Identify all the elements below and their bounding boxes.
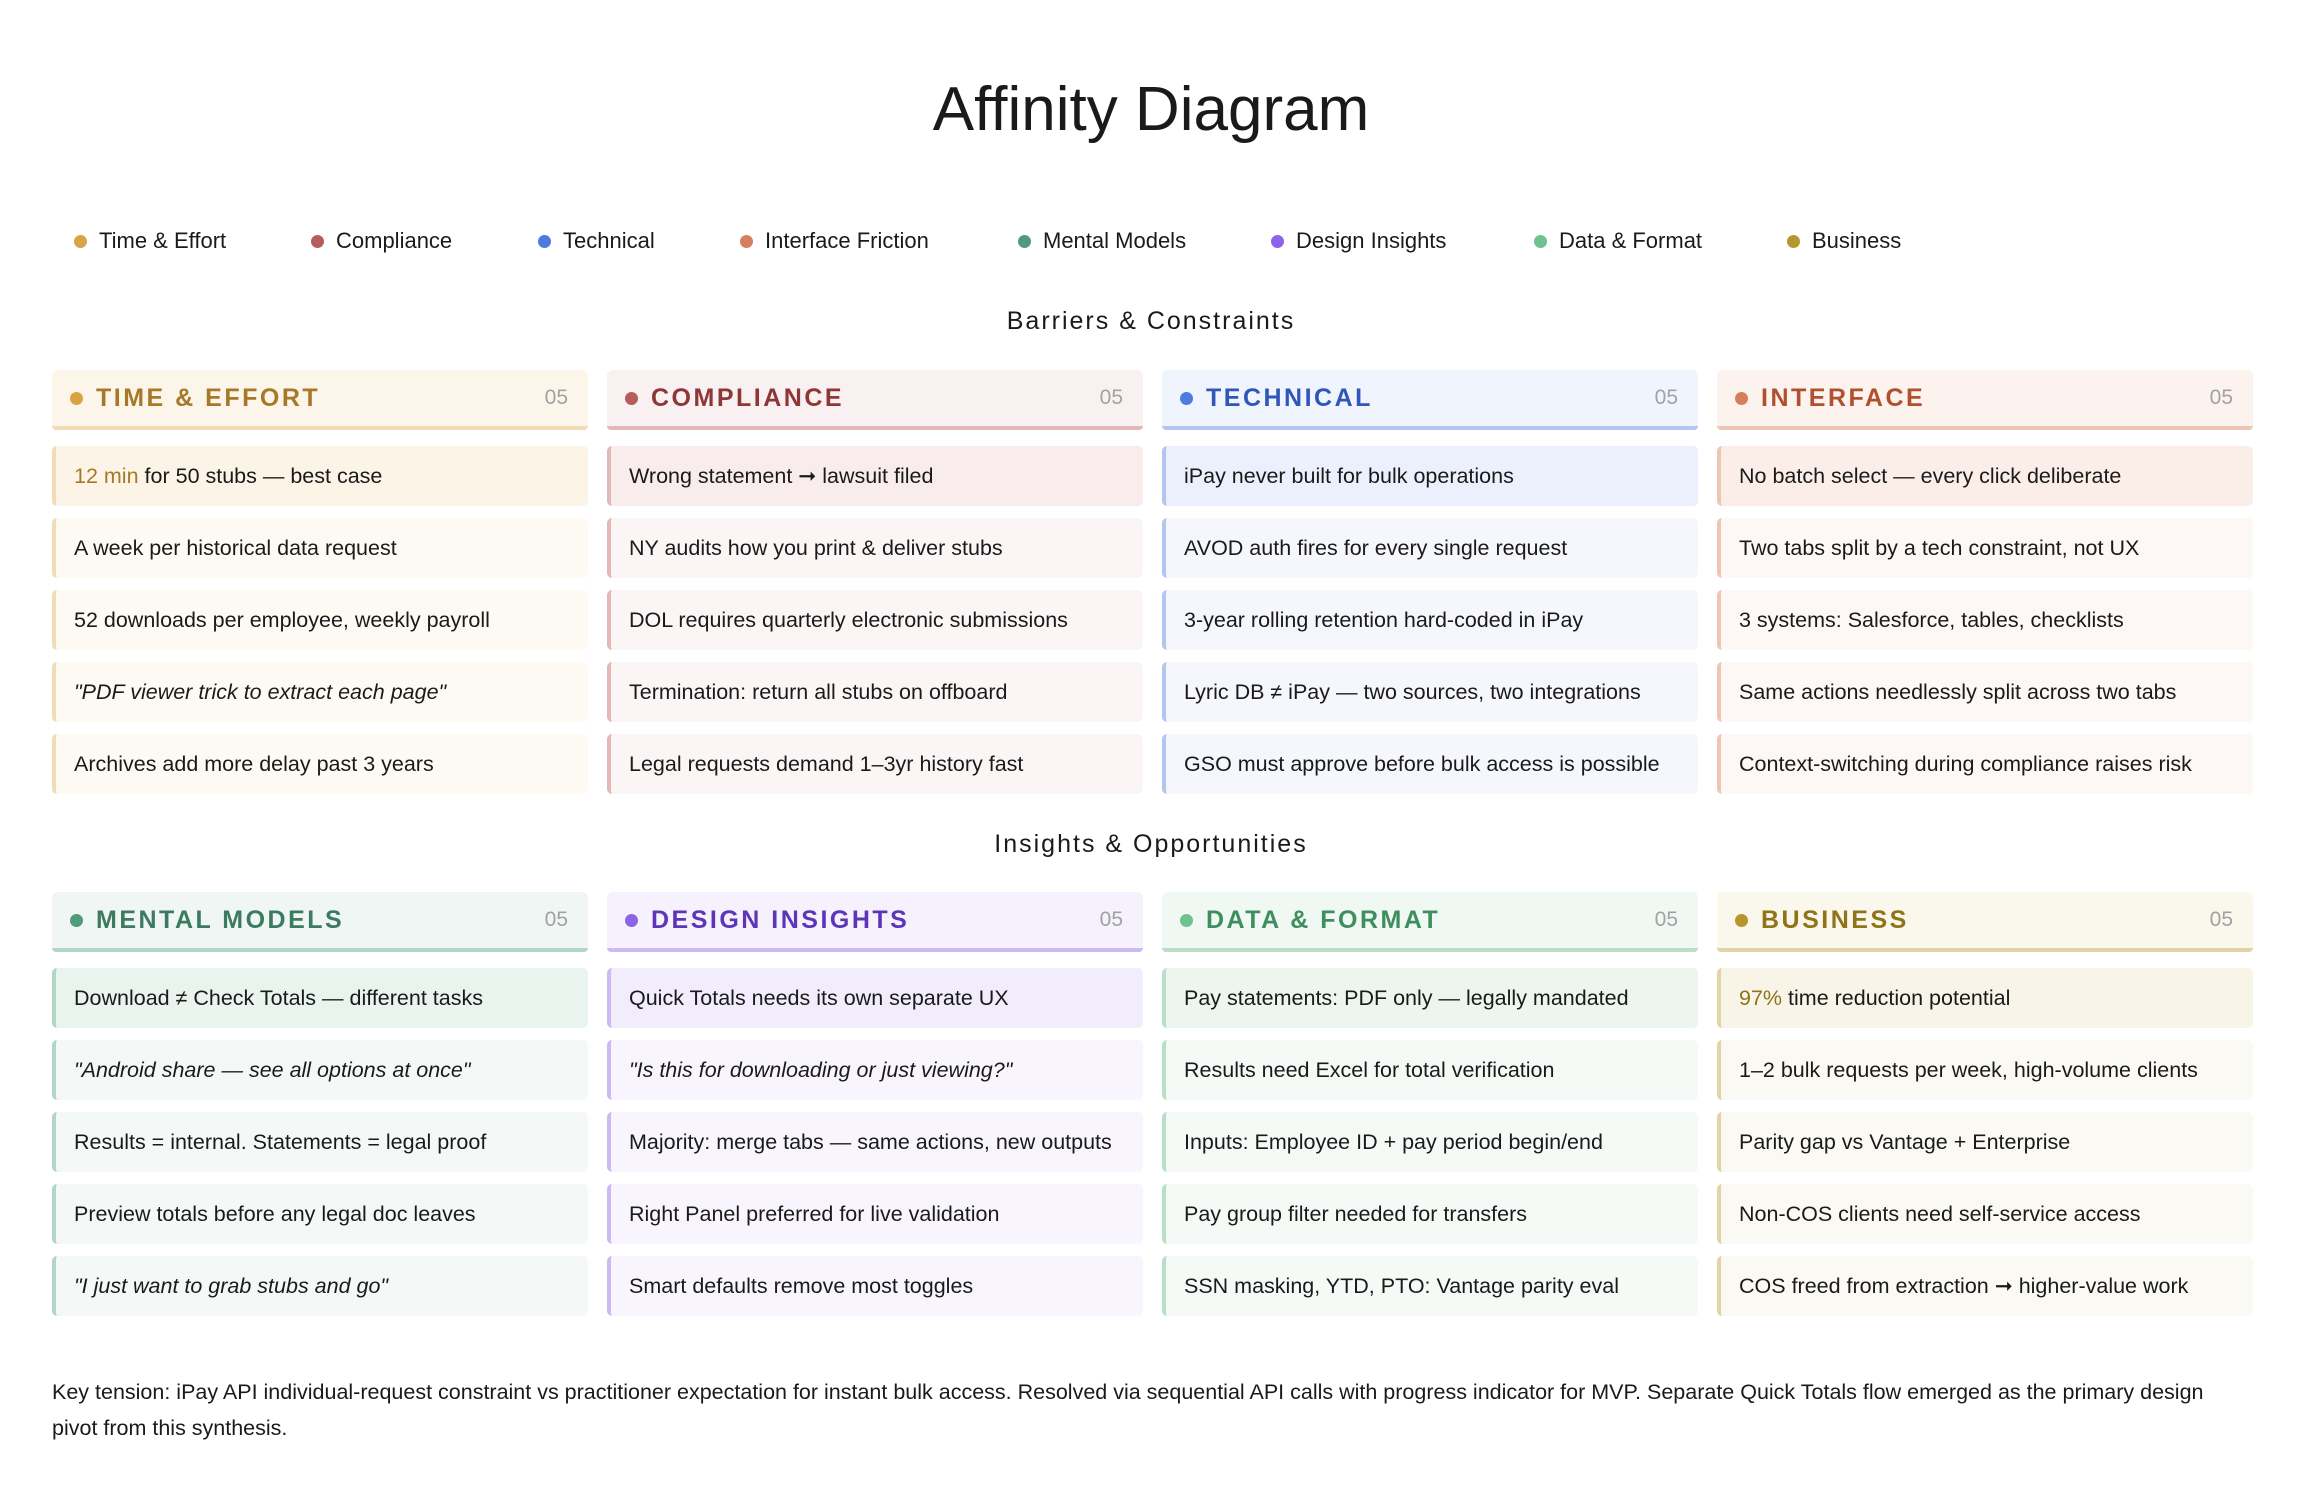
- cluster-compliance: [607, 370, 1143, 806]
- note-text: Results need Excel for total verification: [1184, 1057, 1555, 1082]
- sticky-note: [607, 662, 1143, 722]
- cluster-title: DATA & FORMAT: [1206, 905, 1441, 934]
- legend-label: Interface Friction: [765, 228, 929, 253]
- note-text: 52 downloads per employee, weekly payroll: [74, 607, 490, 632]
- legend-item-interface-friction: [740, 226, 1018, 256]
- legend-item-design-insights: [1271, 226, 1534, 256]
- note-text: Smart defaults remove most toggles: [629, 1273, 974, 1298]
- sticky-note: [1717, 1112, 2253, 1172]
- cluster-title: TECHNICAL: [1206, 383, 1373, 412]
- sticky-note: [52, 590, 588, 650]
- note-text: Results = internal. Statements = legal proof: [74, 1129, 487, 1154]
- note-text: NY audits how you print & deliver stubs: [629, 535, 1003, 560]
- legend: [74, 226, 1937, 256]
- note-text: Inputs: Employee ID + pay period begin/end: [1184, 1129, 1603, 1154]
- sticky-note: [607, 734, 1143, 794]
- note-text: for 50 stubs — best case: [144, 463, 383, 488]
- legend-label: Business: [1812, 228, 1902, 253]
- note-text: Same actions needlessly split across two tabs: [1739, 679, 2177, 704]
- cluster-title: TIME & EFFORT: [96, 383, 321, 412]
- note-text: Archives add more delay past 3 years: [74, 751, 434, 776]
- sticky-note: [52, 1112, 588, 1172]
- note-text: Legal requests demand 1–3yr history fast: [629, 751, 1024, 776]
- sticky-note: [1717, 968, 2253, 1028]
- sticky-note: [1717, 662, 2253, 722]
- note-text: AVOD auth fires for every single request: [1184, 535, 1568, 560]
- sticky-note: [1162, 1112, 1698, 1172]
- note-text: "Android share — see all options at once": [74, 1057, 471, 1082]
- cluster-dot: [1735, 392, 1748, 405]
- cluster-count: 05: [2209, 386, 2233, 409]
- cluster-title: DESIGN INSIGHTS: [651, 905, 910, 934]
- sticky-note: [607, 1040, 1143, 1100]
- cluster-title: INTERFACE: [1761, 383, 1926, 412]
- section-title-barriers: Barriers & Constraints: [1006, 307, 1296, 335]
- note-text: Quick Totals needs its own separate UX: [629, 985, 1009, 1010]
- legend-item-business: [1787, 226, 1937, 256]
- sticky-note: [1717, 446, 2253, 506]
- note-text: Preview totals before any legal doc leaves: [74, 1201, 476, 1226]
- legend-item-compliance: [311, 226, 538, 256]
- cluster-dot: [70, 392, 83, 405]
- sticky-note: [52, 968, 588, 1028]
- cluster-dot: [1735, 914, 1748, 927]
- sticky-note: [1162, 734, 1698, 794]
- section-title-insights: Insights & Opportunities: [994, 830, 1308, 858]
- cluster-count: 05: [1654, 386, 1678, 409]
- note-text: DOL requires quarterly electronic submissions: [629, 607, 1068, 632]
- cluster-business: [1717, 892, 2253, 1328]
- note-text: "PDF viewer trick to extract each page": [74, 679, 447, 704]
- note-text: iPay never built for bulk operations: [1184, 463, 1514, 488]
- cluster-count: 05: [544, 908, 568, 931]
- sticky-note: [1162, 1184, 1698, 1244]
- sticky-note: [52, 1184, 588, 1244]
- sticky-note: [52, 1256, 588, 1316]
- legend-label: Compliance: [336, 228, 453, 253]
- insights-grid: [52, 892, 2254, 1328]
- sticky-note: [1162, 590, 1698, 650]
- cluster-header: [1717, 892, 2253, 952]
- cluster-design-insights: [607, 892, 1143, 1328]
- cluster-time-and-effort: [52, 370, 588, 806]
- cluster-title: BUSINESS: [1761, 905, 1909, 934]
- note-text: "Is this for downloading or just viewing?": [629, 1057, 1013, 1082]
- legend-item-time-and-effort: [74, 226, 311, 256]
- sticky-note: [607, 518, 1143, 578]
- cluster-count: 05: [1099, 386, 1123, 409]
- note-text: Parity gap vs Vantage + Enterprise: [1739, 1129, 2071, 1154]
- sticky-note: [52, 662, 588, 722]
- legend-dot: [740, 235, 753, 248]
- note-text: Right Panel preferred for live validation: [629, 1201, 1000, 1226]
- note-text: time reduction potential: [1788, 985, 2011, 1010]
- sticky-note: [1162, 1040, 1698, 1100]
- legend-dot: [538, 235, 551, 248]
- sticky-note: [1717, 734, 2253, 794]
- page-title: Affinity Diagram: [932, 75, 1370, 144]
- sticky-note: [1717, 518, 2253, 578]
- highlight-value: 12 min: [74, 463, 139, 488]
- sticky-note: [52, 518, 588, 578]
- sticky-note: [1162, 446, 1698, 506]
- legend-label: Mental Models: [1043, 228, 1187, 253]
- legend-dot: [1534, 235, 1547, 248]
- sticky-note: [1717, 1256, 2253, 1316]
- sticky-note: [52, 1040, 588, 1100]
- note-text: GSO must approve before bulk access is possible: [1184, 751, 1660, 776]
- sticky-note: [1717, 1184, 2253, 1244]
- note-text: A week per historical data request: [74, 535, 397, 560]
- note-text: Two tabs split by a tech constraint, not UX: [1739, 535, 2140, 560]
- legend-dot: [1787, 235, 1800, 248]
- cluster-title: MENTAL MODELS: [96, 905, 345, 934]
- cluster-dot: [70, 914, 83, 927]
- sticky-note: [607, 968, 1143, 1028]
- legend-label: Technical: [563, 228, 655, 253]
- note-text: SSN masking, YTD, PTO: Vantage parity eval: [1184, 1273, 1619, 1298]
- cluster-data-and-format: [1162, 892, 1698, 1328]
- cluster-header: [607, 370, 1143, 430]
- cluster-header: [1162, 892, 1698, 952]
- note-text: Majority: merge tabs — same actions, new outputs: [629, 1129, 1112, 1154]
- cluster-dot: [625, 914, 638, 927]
- cluster-header: [52, 892, 588, 952]
- note-text: 3-year rolling retention hard-coded in iPay: [1184, 607, 1584, 632]
- sticky-note: [1162, 968, 1698, 1028]
- cluster-title: COMPLIANCE: [651, 383, 845, 412]
- cluster-dot: [1180, 914, 1193, 927]
- note-text: COS freed from extraction ➞ higher-value work: [1739, 1273, 2189, 1298]
- legend-dot: [74, 235, 87, 248]
- sticky-note: [1162, 662, 1698, 722]
- sticky-note: [52, 734, 588, 794]
- sticky-note: [607, 1184, 1143, 1244]
- legend-label: Data & Format: [1559, 228, 1703, 253]
- key-tension-note: Key tension: iPay API individual-request constraint vs practitioner expectation for instant bulk access. Resolved via sequential API calls with progress indicator for MVP. Separate Quick Totals flow emerged as the primary design pivot from this synthesis.: [52, 1380, 2204, 1440]
- note-text: Non-COS clients need self-service access: [1739, 1201, 2141, 1226]
- cluster-interface: [1717, 370, 2253, 806]
- note-text: 3 systems: Salesforce, tables, checklists: [1739, 607, 2124, 632]
- legend-dot: [311, 235, 324, 248]
- sticky-note: [607, 1112, 1143, 1172]
- legend-dot: [1271, 235, 1284, 248]
- legend-item-mental-models: [1018, 226, 1271, 256]
- cluster-count: 05: [1654, 908, 1678, 931]
- sticky-note: [1162, 1256, 1698, 1316]
- note-text: Pay group filter needed for transfers: [1184, 1201, 1527, 1226]
- note-text: Termination: return all stubs on offboard: [629, 679, 1008, 704]
- cluster-technical: [1162, 370, 1698, 806]
- barriers-grid: [52, 370, 2254, 806]
- cluster-header: [1717, 370, 2253, 430]
- note-text: "I just want to grab stubs and go": [74, 1273, 389, 1298]
- legend-item-data-and-format: [1534, 226, 1787, 256]
- cluster-count: 05: [2209, 908, 2233, 931]
- cluster-dot: [625, 392, 638, 405]
- sticky-note: [607, 590, 1143, 650]
- note-text: Pay statements: PDF only — legally mandated: [1184, 985, 1629, 1010]
- cluster-dot: [1180, 392, 1193, 405]
- cluster-header: [52, 370, 588, 430]
- legend-dot: [1018, 235, 1031, 248]
- sticky-note: [52, 446, 588, 506]
- cluster-count: 05: [1099, 908, 1123, 931]
- note-text: 1–2 bulk requests per week, high-volume clients: [1739, 1057, 2198, 1082]
- cluster-header: [607, 892, 1143, 952]
- sticky-note: [1717, 1040, 2253, 1100]
- legend-label: Design Insights: [1296, 228, 1447, 253]
- note-text: Wrong statement ➞ lawsuit filed: [629, 463, 934, 488]
- cluster-header: [1162, 370, 1698, 430]
- cluster-mental-models: [52, 892, 588, 1328]
- sticky-note: [607, 1256, 1143, 1316]
- highlight-value: 97%: [1739, 985, 1783, 1010]
- note-text: Lyric DB ≠ iPay — two sources, two integrations: [1184, 679, 1641, 704]
- sticky-note: [1717, 590, 2253, 650]
- cluster-count: 05: [544, 386, 568, 409]
- legend-item-technical: [538, 226, 740, 256]
- sticky-note: [1162, 518, 1698, 578]
- sticky-note: [607, 446, 1143, 506]
- note-text: No batch select — every click deliberate: [1739, 463, 2122, 488]
- note-text: Context-switching during compliance raises risk: [1739, 751, 2192, 776]
- note-text: Download ≠ Check Totals — different tasks: [74, 985, 483, 1010]
- legend-label: Time & Effort: [99, 228, 227, 253]
